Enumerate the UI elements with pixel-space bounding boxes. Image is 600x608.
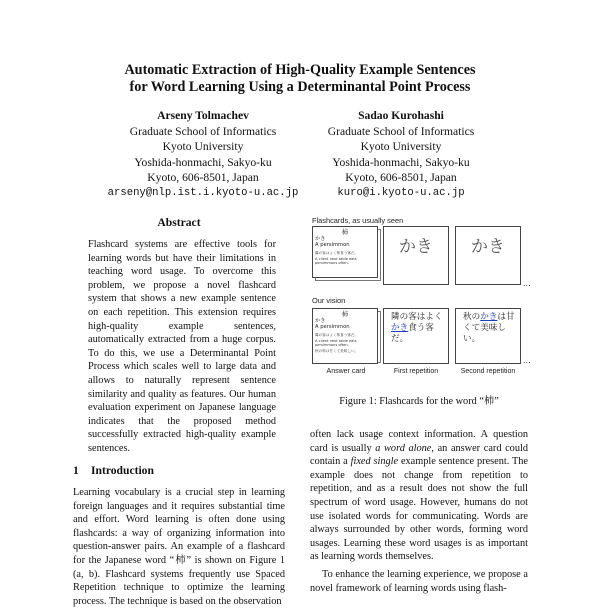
answer-card-ours (312, 308, 378, 364)
section-number: 1 (73, 464, 79, 477)
card-reading: かき (315, 318, 326, 324)
right-column-text (310, 428, 528, 595)
question-word: かき (399, 237, 433, 257)
author-university: Kyoto University (162, 140, 244, 153)
continuation-dots: ... (523, 356, 531, 365)
author-affiliation: Graduate School of Informatics (129, 124, 277, 138)
author-address: Yoshida-honmachi, Sakyo-ku (134, 155, 272, 169)
card-kanji: 柿 (341, 228, 349, 236)
text-emphasis: a word alone (375, 442, 432, 454)
card-example-ja: 隣の客はよく柿食う客だ。 (315, 332, 359, 337)
continuation-dots: ... (523, 279, 531, 288)
figure-section-label-usual: Flashcards, as usually seen (312, 216, 404, 225)
author-city: Kyoto, 606-8501, Japan (147, 171, 259, 184)
author-block-2 (276, 108, 526, 201)
author-university: Kyoto University (360, 140, 442, 153)
question-card-2 (455, 226, 521, 285)
abstract-heading: Abstract (157, 216, 201, 229)
card-kanji: 柿 (341, 310, 349, 318)
card-example-en: A client next table eats persimmons often. (315, 339, 357, 348)
author-email: kuro@i.kyoto-u.ac.jp (337, 186, 465, 199)
section-title: Introduction (91, 464, 154, 477)
answer-card-usual (312, 226, 378, 278)
card-meaning: A persimmon (315, 324, 350, 331)
text-run: often lack usage context information. A question card is usually (310, 429, 528, 454)
second-repetition-card (455, 308, 521, 364)
label-first-repetition: First repetition (393, 368, 439, 375)
label-second-repetition: Second repetition (460, 368, 516, 375)
section-heading (73, 464, 154, 477)
first-repetition-sentence: 隣の客はよくかき食う客だ。 (391, 312, 443, 344)
sentence-highlight: かき (480, 312, 498, 322)
author-city: Kyoto, 606-8501, Japan (345, 171, 457, 184)
text-emphasis: fixed single (350, 456, 399, 468)
text-run: , an answer card could contain a (310, 442, 528, 468)
card-example-en: A client next table eats persimmons often. (315, 257, 357, 266)
figure-caption: Figure 1: Flashcards for the word “柿” (339, 396, 499, 407)
abstract-text: Flashcard systems are effective tools for learning words but have their limitations in teaching word usage. To overcome this problem, we propose a novel flashcard system that shows a new example sentence on each repetition. This extension requires high-quality example sentences, automatically extracted from a huge corpus. To do this, we use a Determinantal Point Process which scales well to large data and allows to naturally represent sentence similarity and quality as features. Our human evaluation experiment on Japanese language indicates that the proposed method successfully extracted high-quality example sentences. (88, 239, 276, 454)
card-example2-ja: 秋の柿は甘くて美味しい。 (315, 349, 359, 354)
author-email: arseny@nlp.ist.i.kyoto-u.ac.jp (107, 186, 299, 199)
first-repetition-card (383, 308, 449, 364)
question-card-1 (383, 226, 449, 285)
question-word: かき (471, 237, 505, 257)
sentence-part: は甘くて美味しい。 (463, 312, 515, 344)
card-meaning: A persimmon (315, 242, 350, 249)
label-answer-card: Answer card (326, 368, 366, 375)
card-reading: かき (315, 236, 326, 242)
text-run: example sentence present. The example does not change from repetition to repetition, and as a result does not show the full spectrum of word usage. However, humans do not use isolated words for communicating. Words are always surrounded by other words, forming word usages. Learning these word usages is as important as learning words themselves. (310, 456, 528, 563)
second-repetition-sentence (456, 309, 520, 345)
paper-title (60, 62, 540, 96)
author-name: Sadao Kurohashi (358, 109, 444, 122)
paragraph: To enhance the learning experience, we propose a novel framework of learning words using flash- (310, 568, 528, 594)
author-address: Yoshida-honmachi, Sakyo-ku (332, 155, 470, 169)
sentence-part: 秋の (463, 312, 481, 322)
introduction-text: Learning vocabulary is a crucial step in learning foreign languages and it requires substantial time and effort. Word learning is often done using flashcards: a way of organizing information into question-answer pairs. An example of a flashcard for the Japanese word “柿” is shown on Figure 1 (a, b). Flashcard systems frequently use Spaced Repetition technique to optimize the learning process. The technique is based on the observation (73, 487, 285, 607)
author-affiliation: Graduate School of Informatics (327, 124, 475, 138)
card-example-ja: 隣の客はよく柿食う客だ。 (315, 250, 359, 255)
title-line-2: for Word Learning Using a Determinantal Point Process (129, 79, 471, 95)
title-line-1: Automatic Extraction of High-Quality Example Sentences (124, 62, 476, 78)
author-name: Arseny Tolmachev (157, 109, 249, 122)
paragraph (310, 428, 528, 564)
figure-section-label-ours: Our vision (312, 296, 346, 305)
sentence-highlight: かき (391, 323, 409, 333)
